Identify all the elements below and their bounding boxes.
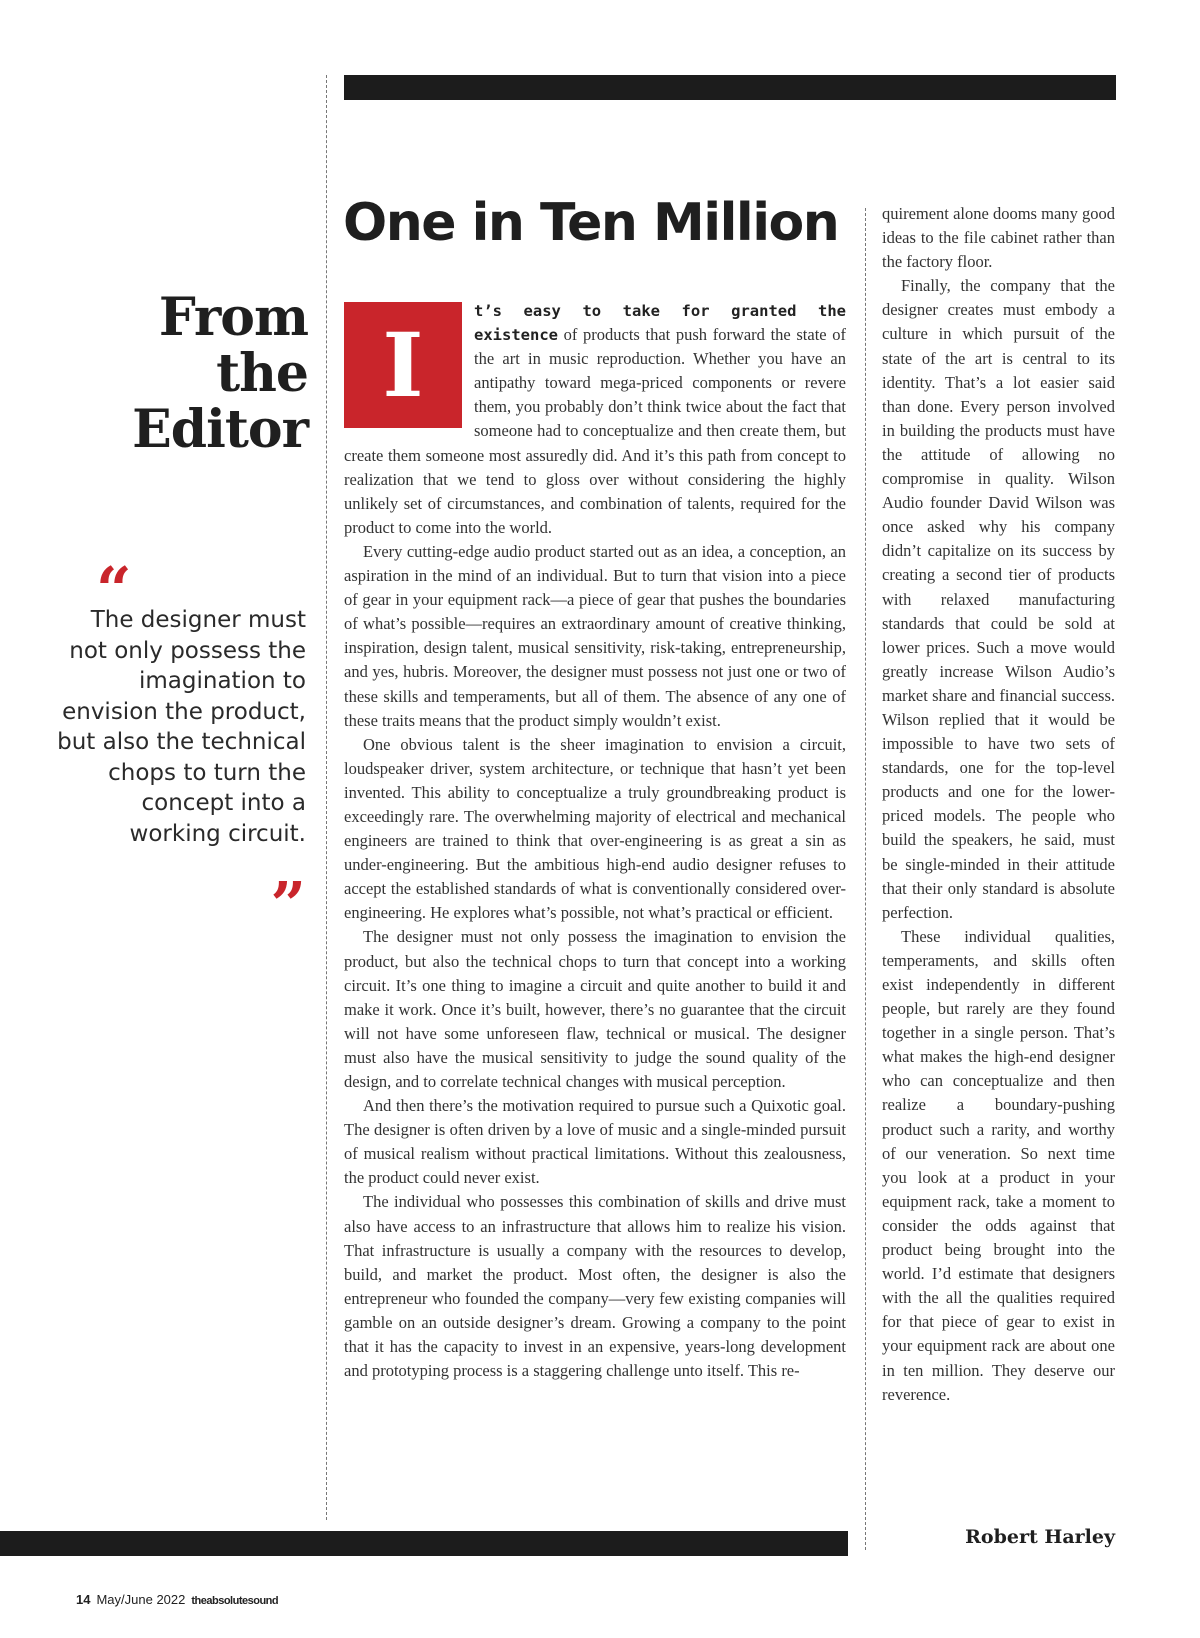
top-rule-bar bbox=[344, 75, 1116, 100]
body-paragraph: Finally, the company that the designer creates must embody a culture in which pursuit of the state of the art is central to its identity. That’s a lot easier said than done. Every person involved in building the products must have the attitude of allowing no compromise in quality. Wilson Audio founder David Wilson was once asked why his company didn’t capitalize on its success by creating a second tier of products with relaxed manufacturing standards that could be sold at lower prices. Such a move would greatly increase Wilson Audio’s market share and financial success. Wilson replied that it would be impossible to have two sets of standards, one for the top-level products and one for the lower-priced models. The people who build the speakers, he said, must be single-minded in their attitude that their only standard is absolute perfection. bbox=[882, 276, 1115, 922]
section-title-line: Editor bbox=[132, 399, 308, 460]
lead-text: of products that push forward the state of the art in music reproduction. Whether you have an antipathy toward mega-priced components or revere them, you probably don’t think twice about the fact that someone had to conceptualize and then create them, but create them someone most assuredly did. And it’s this path from concept to realization that we tend to gloss over without considering the highly unlikely set of circumstances, and combination of talents, required for the product to come into the world. bbox=[344, 325, 846, 537]
column-divider-middle bbox=[865, 208, 866, 1550]
section-title-line: From bbox=[158, 287, 308, 348]
page-number: 14 bbox=[76, 1592, 91, 1607]
article-column-2 bbox=[882, 202, 1115, 1407]
column-divider-left bbox=[326, 75, 327, 1520]
close-quote-icon: ” bbox=[270, 868, 306, 941]
open-quote-icon: “ bbox=[96, 553, 132, 626]
lead-paragraph bbox=[344, 299, 846, 540]
body-paragraph: One obvious talent is the sheer imagination to envision a circuit, loudspeaker driver, system architecture, or technique that hasn’t yet been invented. This ability to conceptualize a truly groundbreaking product is exceedingly rare. The overwhelming majority of electrical and mechanical engineers are trained to think that over-engineering is as great a sin as under-engineering. But the ambitious high-end audio designer refuses to accept the established standards of what is conventionally considered over-engineering. He explores what’s possible, not what’s practical or efficient. bbox=[344, 734, 846, 923]
pull-quote: The designer must not only possess the imagination to envision the product, but also the technical chops to turn the concept into a working circuit. bbox=[57, 607, 306, 847]
body-paragraph: Every cutting-edge audio product started out as an idea, a conception, an aspiration in the mind of an individual. But to turn that vision into a piece of gear in your equipment rack—a piece of gear that pushes the boundaries of what’s possible—requires an extraordinary amount of creative thinking, inspiration, design talent, musical sensitivity, risk-taking, entrepreneurship, and yes, hubris. Moreover, the designer must possess not just one or two of these skills and temperaments, but all of them. The absence of any one of these traits means that the product simply wouldn’t exist. bbox=[344, 541, 846, 730]
body-paragraph: The individual who possesses this combination of skills and drive must also have access to an infrastructure that allows him to realize his vision. That infrastructure is usually a company with the resources to develop, build, and market the product. Most often, the designer is also the entrepreneur who founded the company—very few existing companies will gamble on an outside designer’s dream. Growing a company to the point that it has the capacity to invest in an expensive, years-long development and prototyping process is a staggering challenge unto itself. This re- bbox=[344, 1192, 846, 1381]
lead-in: t’s easy to take for granted the existence bbox=[474, 302, 846, 345]
drop-cap: I bbox=[344, 302, 462, 428]
section-title-line: the bbox=[216, 343, 308, 404]
author-signature: Robert Harley bbox=[965, 1526, 1115, 1548]
section-title bbox=[132, 287, 308, 460]
article-column-1 bbox=[344, 299, 846, 1383]
issue-date: May/June 2022 bbox=[96, 1592, 186, 1607]
body-paragraph: And then there’s the motivation required to pursue such a Quixotic goal. The designer is often driven by a love of music and a single-minded pursuit of musical realism without practical limitations. Without this zealousness, the product could never exist. bbox=[344, 1096, 846, 1188]
bottom-rule-bar bbox=[0, 1531, 848, 1556]
body-paragraph: The designer must not only possess the imagination to envision the product, but also the technical chops to turn that concept into a working circuit. It’s one thing to imagine a circuit and quite another to build it and make it work. Once it’s built, however, there’s no guarantee that the circuit will not have some unforeseen flaw, technical or musical. The designer must also have the musical sensitivity to judge the sound quality of the design, and to correlate technical changes with musical perception. bbox=[344, 927, 846, 1091]
magazine-name: theabsolutesound bbox=[191, 1595, 279, 1607]
body-paragraph: These individual qualities, temperaments, and skills often exist independently in different people, but rarely are they found together in a single person. That’s what makes the high-end designer who can conceptualize and then realize a boundary-pushing product such a rarity, and worthy of our veneration. So next time you look at a product in your equipment rack, take a moment to consider the odds against that product being brought into the world. I’d estimate that designers with the all the qualities required for that piece of gear to exist in your equipment rack are about one in ten million. They deserve our reverence. bbox=[882, 926, 1115, 1404]
body-paragraph: quirement alone dooms many good ideas to the file cabinet rather than the factory floor. bbox=[882, 204, 1115, 272]
article-headline: One in Ten Million bbox=[343, 193, 839, 253]
folio bbox=[76, 1592, 278, 1607]
